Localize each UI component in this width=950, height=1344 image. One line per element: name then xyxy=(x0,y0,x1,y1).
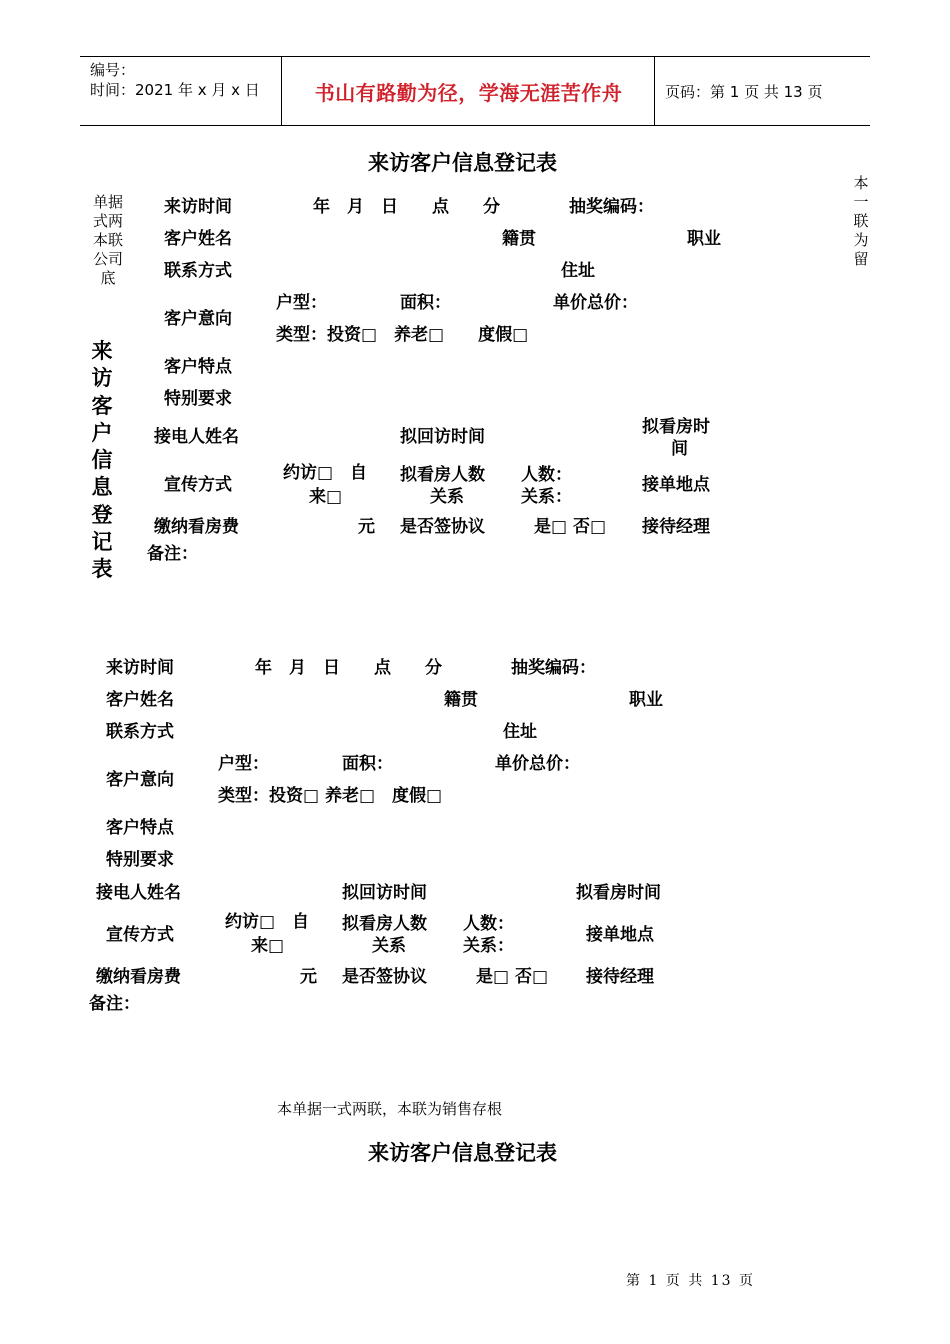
form1-remarks-label: 备注： xyxy=(147,544,198,564)
bottom-title: 来访客户信息登记表 xyxy=(368,1141,557,1165)
page-header xyxy=(80,56,870,126)
page-footer: 第 1 页 共 13 页 xyxy=(626,1273,755,1289)
form1-visit-time-label: 来访时间 xyxy=(164,197,232,217)
form1-viewers-label-b: 关系 xyxy=(430,487,464,507)
form1-title: 来访客户信息登记表 xyxy=(368,151,557,175)
form2-callback-time-label: 拟回访时间 xyxy=(342,883,427,903)
form2-date-parts: 年 月 日 点 分 xyxy=(255,658,442,678)
form1-count-label: 人数： xyxy=(521,465,572,485)
form2-viewing-time-label: 拟看房时间 xyxy=(576,883,661,903)
form1-special-label: 特别要求 xyxy=(164,389,232,409)
form2-intention-label: 客户意向 xyxy=(106,770,174,790)
header-meta xyxy=(90,60,260,100)
form1-features-label: 客户特点 xyxy=(164,357,232,377)
form1-intention-label: 客户意向 xyxy=(164,309,232,329)
form1-relation-label: 关系： xyxy=(521,487,572,507)
form2-customer-name-label: 客户姓名 xyxy=(106,690,174,710)
header-motto: 书山有路勤为径，学海无涯苦作舟 xyxy=(314,80,623,105)
form2-viewers-label-a: 拟看房人数 xyxy=(342,914,427,934)
form1-yuan-label: 元 xyxy=(358,517,375,537)
form2-yuan-label: 元 xyxy=(300,967,317,987)
form2-features-label: 客户特点 xyxy=(106,818,174,838)
form2-viewers-label-b: 关系 xyxy=(372,936,406,956)
form1-type-options: 类型：投资□ 养老□ 度假□ xyxy=(276,325,529,345)
form1-date-parts: 年 月 日 点 分 xyxy=(313,197,500,217)
number-label: 编号： xyxy=(90,61,136,79)
form2-address-label: 住址 xyxy=(503,722,537,742)
form2-contact-label: 联系方式 xyxy=(106,722,174,742)
form1-fee-label: 缴纳看房费 xyxy=(154,517,239,537)
form2-area-label: 面积： xyxy=(342,754,393,774)
form2-price-label: 单价总价： xyxy=(495,754,580,774)
form2-remarks-label: 备注： xyxy=(89,994,140,1014)
form1-appointment-b: 来□ xyxy=(309,487,343,507)
form1-occupation-label: 职业 xyxy=(687,229,721,249)
form2-promotion-label: 宣传方式 xyxy=(106,925,174,945)
form2-type-options: 类型：投资□ 养老□ 度假□ xyxy=(218,786,443,806)
page-label: 页码：第 1 页 共 13 页 xyxy=(665,83,823,101)
form2-occupation-label: 职业 xyxy=(629,690,663,710)
form1-yes-no-options: 是□ 否□ xyxy=(534,517,607,537)
form1-receiver-label: 接电人姓名 xyxy=(154,427,239,447)
form2-agreement-label: 是否签协议 xyxy=(342,967,427,987)
form1-price-label: 单价总价： xyxy=(553,293,638,313)
stub-note: 本单据一式两联，本联为销售存根 xyxy=(277,1100,503,1118)
form1-contact-label: 联系方式 xyxy=(164,261,232,281)
form2-unit-type-label: 户型： xyxy=(218,754,269,774)
form2-native-place-label: 籍贯 xyxy=(444,690,478,710)
form2-appointment-a: 约访□ 自 xyxy=(225,912,310,932)
form1-appointment-a: 约访□ 自 xyxy=(283,463,368,483)
form1-viewing-time-label-b: 间 xyxy=(671,439,688,459)
form2-special-label: 特别要求 xyxy=(106,850,174,870)
form1-lottery-label: 抽奖编码： xyxy=(569,197,654,217)
form1-pickup-label: 接单地点 xyxy=(642,475,710,495)
form1-agreement-label: 是否签协议 xyxy=(400,517,485,537)
form2-manager-label: 接待经理 xyxy=(586,967,654,987)
form1-side-title: 来访客户信息登记表 xyxy=(91,339,113,582)
form2-yes-no-options: 是□ 否□ xyxy=(476,967,549,987)
form2-count-label: 人数： xyxy=(463,914,514,934)
header-divider xyxy=(654,57,655,125)
form1-unit-type-label: 户型： xyxy=(276,293,327,313)
form1-viewing-time-label-a: 拟看房时 xyxy=(642,417,710,437)
form1-callback-time-label: 拟回访时间 xyxy=(400,427,485,447)
form1-customer-name-label: 客户姓名 xyxy=(164,229,232,249)
form1-promotion-label: 宣传方式 xyxy=(164,475,232,495)
form2-visit-time-label: 来访时间 xyxy=(106,658,174,678)
form1-manager-label: 接待经理 xyxy=(642,517,710,537)
form1-viewers-label-a: 拟看房人数 xyxy=(400,465,485,485)
form2-pickup-label: 接单地点 xyxy=(586,925,654,945)
form2-receiver-label: 接电人姓名 xyxy=(96,883,181,903)
form2-appointment-b: 来□ xyxy=(251,936,285,956)
form1-side-note-right: 本一联为留 xyxy=(853,174,869,268)
form1-area-label: 面积： xyxy=(400,293,451,313)
form2-fee-label: 缴纳看房费 xyxy=(96,967,181,987)
time-label: 时间：2021 年 x 月 x 日 xyxy=(90,81,260,99)
form2-relation-label: 关系： xyxy=(463,936,514,956)
form1-address-label: 住址 xyxy=(561,261,595,281)
form1-native-place-label: 籍贯 xyxy=(502,229,536,249)
form1-side-note-left: 单据式两本联公司底 xyxy=(92,193,123,287)
form2-lottery-label: 抽奖编码： xyxy=(511,658,596,678)
